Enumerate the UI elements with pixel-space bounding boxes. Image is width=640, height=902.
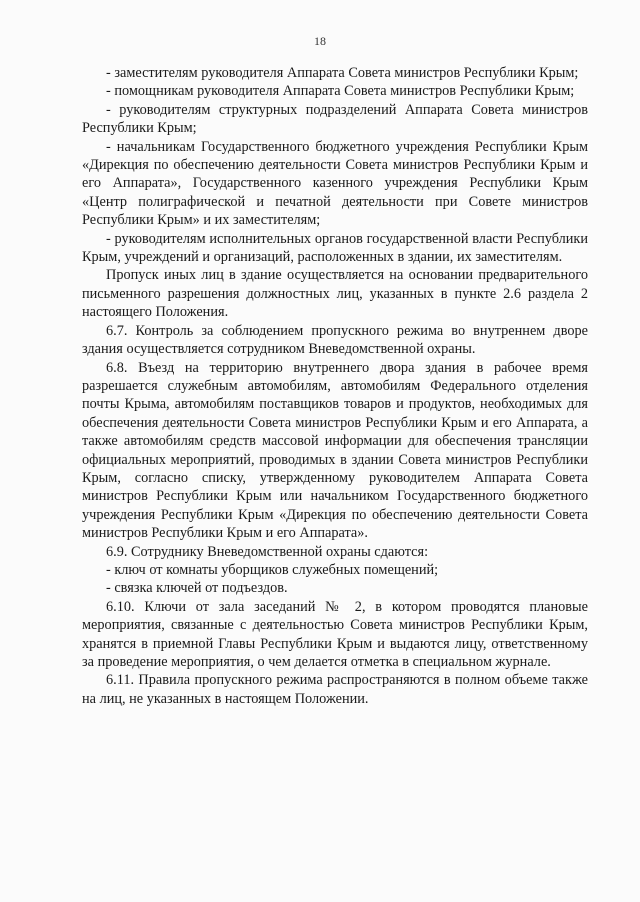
clause-6-9: 6.9. Сотруднику Вневедомственной охраны сдаются: <box>106 543 429 560</box>
list-item-executive-heads: - руководителям исполнительных органов государственной власти Республики Крым, учреждений и организаций, расположенных в здании, их заместителям. <box>82 230 588 266</box>
clause-6-8: 6.8. Въезд на территорию внутреннего двора здания в рабочее время разрешается служебным автомобилям, автомобилям Федерального отделения почты Крыма, автомобилям поставщиков товаров и продуктов, необходимых для обеспечения деятельности Совета министров Республики Крым и его Аппарата, а также автомобилям средств массовой информации для обеспечения трансляции официальных мероприятий, проводимых в здании Совета министров Республики Крым, согласно списку, утвержденному руководителем Аппарата Совета министров Республики Крым или начальником Государственного бюджетного учреждения Республики Крым «Дирекция по обеспечению деятельности Совета министров Республики Крым и его Аппарата». <box>82 359 588 542</box>
clause-6-11: 6.11. Правила пропускного режима распространяются в полном объеме также на лиц, не указанных в настоящем Положении. <box>82 672 588 707</box>
clause-6-10: 6.10. Ключи от зала заседаний № 2, в котором проводятся плановые мероприятия, связанные с деятельностью Совета министров Республики Крым, хранятся в приемной Главы Республики Крым и выдаются лицу, ответственному за проведение мероприятия, о чем делается отметка в специальном журнале. <box>82 598 588 670</box>
list-item-deputy-heads: - заместителям руководителя Аппарата Совета министров Республики Крым; <box>106 65 579 81</box>
list-item-cleaners-room-key: - ключ от комнаты уборщиков служебных помещений; <box>106 561 439 578</box>
list-item-institution-heads: - начальникам Государственного бюджетного учреждения Республики Крым «Дирекция по обеспечению деятельности Совета министров Республики Крым и его Аппарата», Государственного казенного учреждения Республики Крым «Центр полиграфической и печатной деятельности при Совете министров Республики Крым» и их заместителям; <box>82 138 588 229</box>
clause-6-7: 6.7. Контроль за соблюдением пропускного режима во внутреннем дворе здания осуществляется сотрудником Вневедомственной охраны. <box>82 322 588 358</box>
document-body <box>82 64 588 708</box>
paragraph-other-persons: Пропуск иных лиц в здание осуществляется на основании предварительного письменного разрешения должностных лиц, указанных в пункте 2.6 раздела 2 настоящего Положения. <box>82 267 588 321</box>
list-item-entrance-keys: - связка ключей от подъездов. <box>106 580 288 597</box>
list-item-assistants: - помощникам руководителя Аппарата Совета министров Республики Крым; <box>106 83 575 100</box>
list-item-department-heads: - руководителям структурных подразделений Аппарата Совета министров Республики Крым; <box>82 101 588 137</box>
page-number: 18 <box>314 34 326 48</box>
